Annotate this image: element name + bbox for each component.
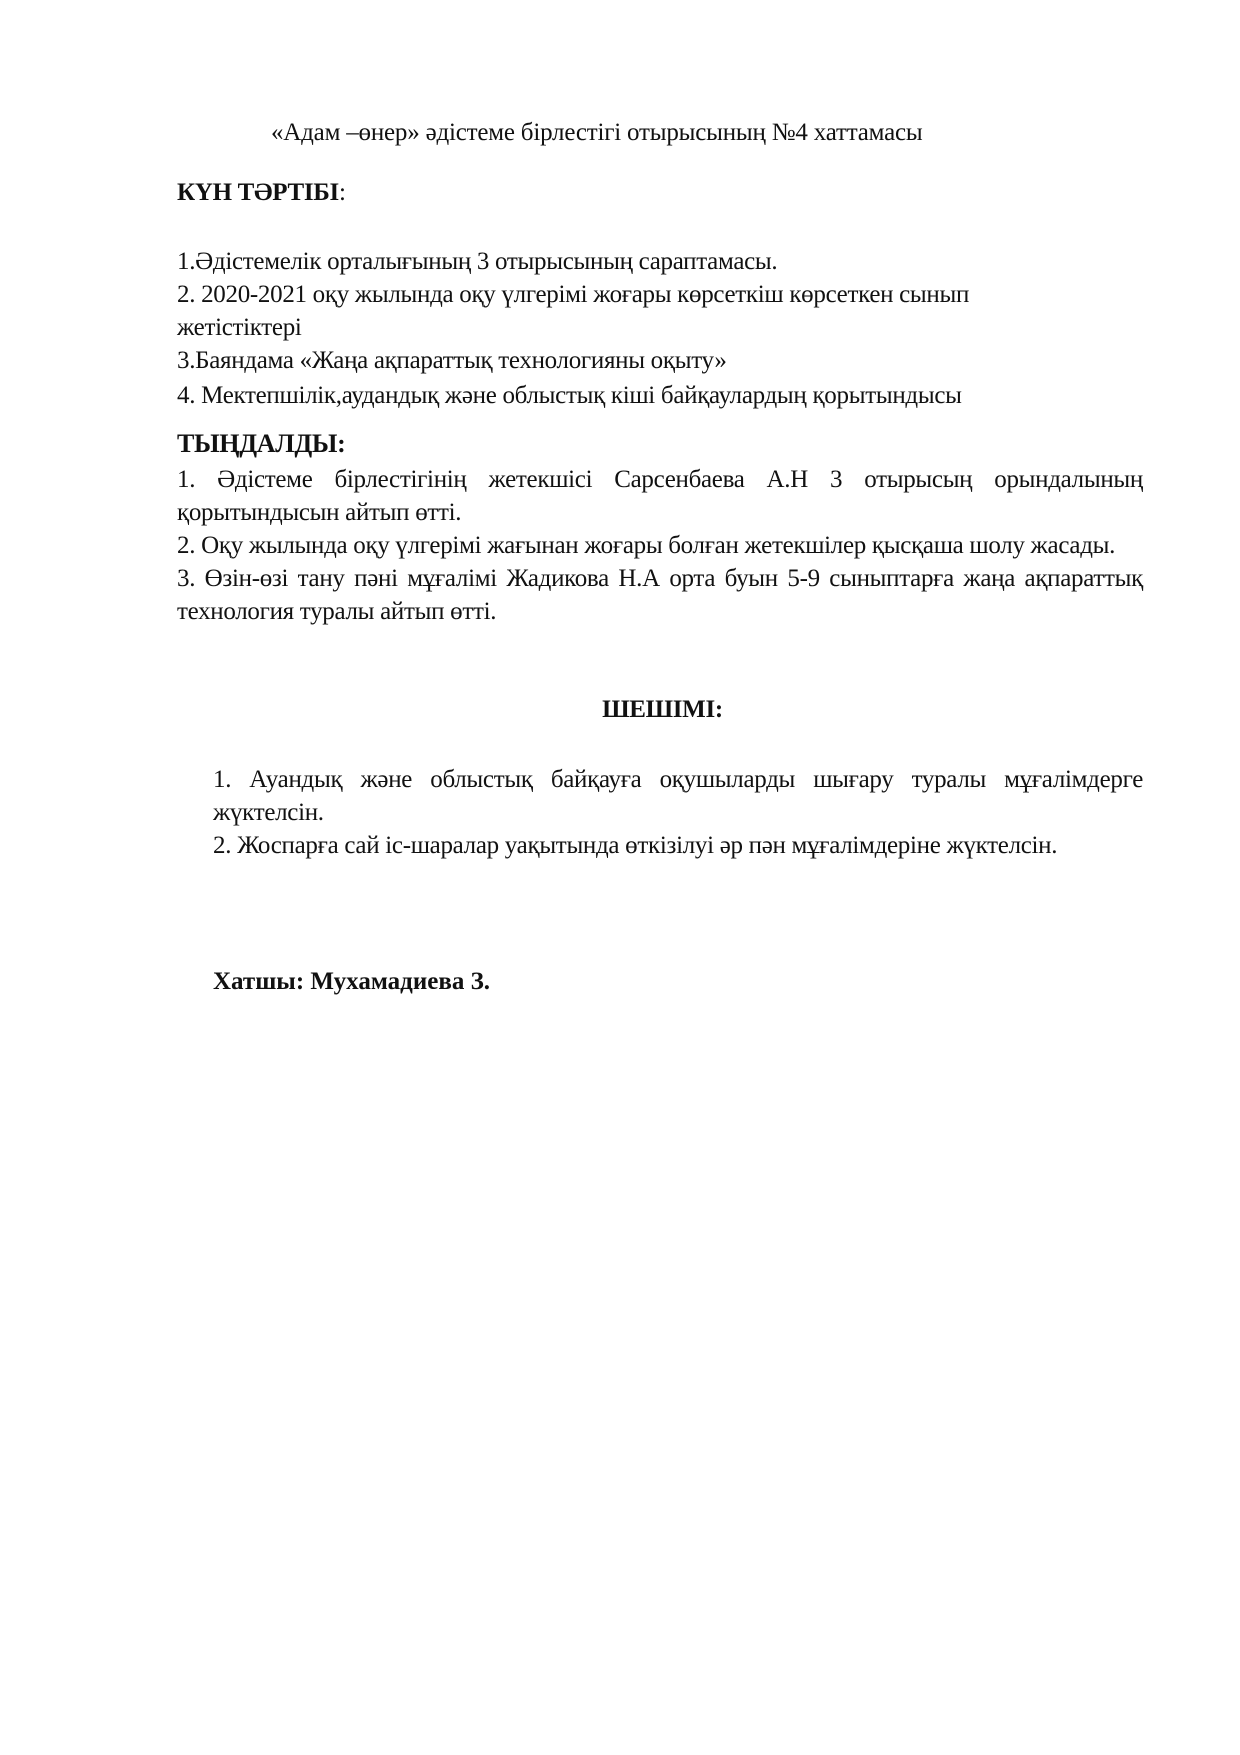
heard-item: 3. Өзін-өзі тану пәні мұғалімі Жадикова Н.А орта буын 5-9 сыныптарға жаңа ақпараттық технология туралы айтып өтті. — [177, 565, 1143, 625]
document-title: «Адам –өнер» әдістеме бірлестігі отырысының №4 хаттамасы — [271, 119, 923, 146]
agenda-item: 2. 2020-2021 оқу жылында оқу үлгерімі жоғары көрсеткіш көрсеткен сынып жетістіктері — [177, 281, 970, 341]
agenda-heading-text: КҮН ТӘРТІБІ — [177, 179, 339, 206]
decision-list — [213, 763, 1143, 862]
secretary-signature: Хатшы: Мухамадиева З. — [213, 968, 491, 995]
agenda-list — [177, 245, 1137, 412]
agenda-item: 3.Баяндама «Жаңа ақпараттық технологияны оқыту» — [177, 347, 727, 374]
heard-item: 1. Әдістеме бірлестігінің жетекшісі Сарсенбаева А.Н 3 отырысың орындалының қорытындысын айтып өтті. — [177, 466, 1143, 526]
heard-list — [177, 463, 1143, 628]
heard-heading: ТЫҢДАЛДЫ: — [177, 429, 346, 458]
heard-item: 2. Оқу жылында оқу үлгерімі жағынан жоғары болған жетекшілер қысқаша шолу жасады. — [177, 532, 1116, 559]
decision-item: 2. Жоспарға сай іс-шаралар уақытында өткізілуі әр пән мұғалімдеріне жүктелсін. — [213, 832, 1058, 859]
agenda-item: 1.Әдістемелік орталығының 3 отырысының сараптамасы. — [177, 248, 778, 275]
agenda-heading-colon: : — [338, 179, 346, 206]
decision-item: 1. Ауандық және облыстық байқауға оқушыларды шығару туралы мұғалімдерге жүктелсін. — [213, 766, 1143, 826]
agenda-heading — [177, 178, 346, 208]
decision-heading: ШЕШІМІ: — [602, 696, 723, 723]
agenda-item: 4. Мектепшілік,аудандық және облыстық кіші байқаулардың қорытындысы — [177, 382, 962, 409]
